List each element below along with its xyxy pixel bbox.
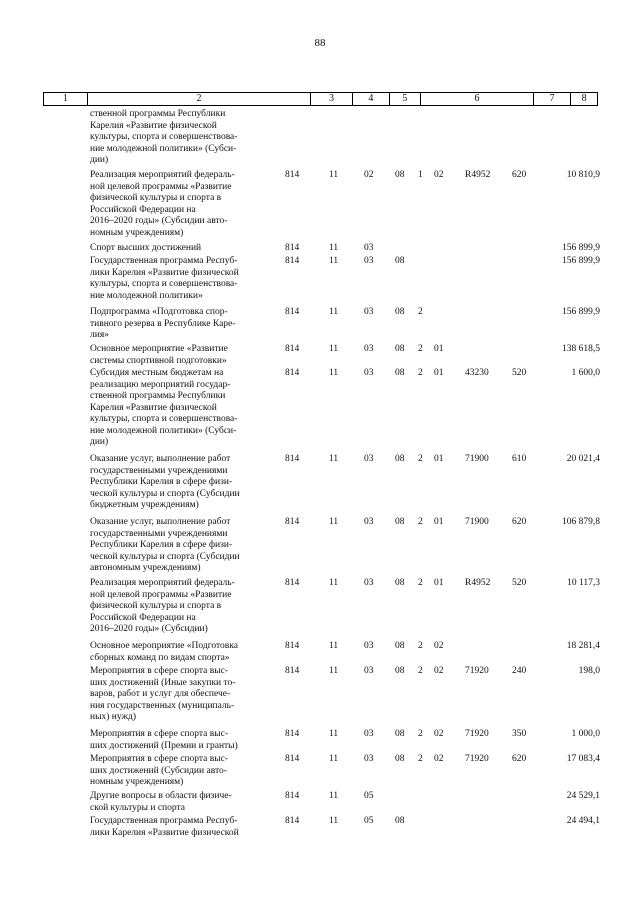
row-name: Мероприятия в сфере спорта выс- ших достижений (Субсидии авто- номным учреждениям): [90, 754, 228, 787]
cell-c3: 814: [285, 454, 300, 464]
row-name: ственной программы Республики Карелия «Развитие физической культуры, спорта и совершенствова- ние молодежной политики» (Субси- дии): [90, 109, 238, 165]
cell-c8: 198,0: [578, 666, 600, 676]
cell-c5: 05: [364, 816, 374, 826]
cell-c4: 11: [329, 578, 339, 588]
cell-c6a: 08: [395, 454, 405, 464]
cell-c6d: R4952: [465, 170, 491, 180]
cell-c8: 18 281,4: [566, 641, 600, 651]
cell-c6a: 08: [395, 816, 405, 826]
cell-c7: 520: [512, 368, 527, 378]
cell-c8: 10 810,9: [566, 170, 600, 180]
cell-c5: 03: [364, 454, 374, 464]
cell-c7: 240: [512, 666, 527, 676]
cell-c5: 03: [364, 578, 374, 588]
cell-c6d: 71920: [465, 666, 489, 676]
cell-c7: 520: [512, 578, 527, 588]
cell-c4: 11: [329, 517, 339, 527]
cell-c6a: 08: [395, 256, 405, 266]
cell-c6b: 2: [418, 578, 423, 588]
cell-c6c: 02: [434, 754, 444, 764]
cell-c3: 814: [285, 729, 300, 739]
cell-c3: 814: [285, 256, 300, 266]
cell-c4: 11: [329, 170, 339, 180]
row-name: Мероприятия в сфере спорта выс- ших достижений (Премии и гранты): [90, 729, 238, 751]
cell-c6d: 71900: [465, 454, 489, 464]
cell-c6b: 1: [418, 170, 423, 180]
cell-c5: 03: [364, 666, 374, 676]
cell-c6a: 08: [395, 170, 405, 180]
row-name: Основное мероприятие «Развитие системы спортивной подготовки»: [90, 344, 228, 366]
cell-c3: 814: [285, 170, 300, 180]
page-number: 88: [314, 37, 326, 49]
cell-c3: 814: [285, 307, 300, 317]
cell-c6b: 2: [418, 666, 423, 676]
cell-c6a: 08: [395, 368, 405, 378]
header-col-3: 3: [311, 93, 353, 105]
row-name: Оказание услуг, выполнение работ государственными учреждениями Республики Карелия в сфере физи- ческой культуры и спорта (Субсидии автономным учреждениям): [90, 517, 240, 573]
cell-c4: 11: [329, 641, 339, 651]
table-header: [43, 92, 598, 106]
cell-c3: 814: [285, 243, 300, 253]
cell-c8: 24 529,1: [566, 791, 600, 801]
cell-c5: 03: [364, 641, 374, 651]
cell-c3: 814: [285, 641, 300, 651]
cell-c3: 814: [285, 344, 300, 354]
cell-c8: 106 879,8: [562, 517, 600, 527]
cell-c3: 814: [285, 517, 300, 527]
cell-c4: 11: [329, 368, 339, 378]
cell-c5: 03: [364, 243, 374, 253]
cell-c4: 11: [329, 791, 339, 801]
cell-c8: 156 899,9: [562, 307, 600, 317]
cell-c8: 1 600,0: [571, 368, 600, 378]
cell-c4: 11: [329, 754, 339, 764]
row-name: Другие вопросы в области физиче- ской культуры и спорта: [90, 791, 232, 813]
header-col-7: 7: [534, 93, 571, 105]
row-name: Оказание услуг, выполнение работ государственными учреждениями Республики Карелия в сфере физи- ческой культуры и спорта (Субсидии бюджетным учреждениям): [90, 454, 240, 510]
row-name: Реализация мероприятий федераль- ной целевой программы «Развитие физической культуры и спорта в Российской Федерации на 2016–2020 годы» (Субсидии): [90, 578, 235, 634]
row-name: Мероприятия в сфере спорта выс- ших достижений (Иные закупки то- варов, работ и услуг для обеспече- ния государственных (муниципаль- ных) нужд): [90, 666, 236, 722]
cell-c8: 138 618,5: [562, 344, 600, 354]
cell-c4: 11: [329, 454, 339, 464]
cell-c8: 10 117,3: [567, 578, 600, 588]
cell-c6c: 01: [434, 454, 444, 464]
header-col-1: 1: [44, 93, 88, 105]
cell-c7: 350: [512, 729, 527, 739]
header-col-5: 5: [390, 93, 421, 105]
row-name: Субсидия местным бюджетам на реализацию мероприятий государ- ственной программы Республики Карелия «Развитие физической культуры, спорта и совершенствова- ние молодежной политики» (Субси- дии): [90, 368, 238, 447]
cell-c6b: 2: [418, 344, 423, 354]
header-col-8: 8: [581, 93, 587, 104]
cell-c6a: 08: [395, 578, 405, 588]
cell-c7: 620: [512, 170, 527, 180]
cell-c4: 11: [329, 243, 339, 253]
cell-c8: 24 494,1: [566, 816, 600, 826]
cell-c4: 11: [329, 256, 339, 266]
cell-c6a: 08: [395, 307, 405, 317]
cell-c5: 03: [364, 754, 374, 764]
cell-c8: 20 021,4: [566, 454, 600, 464]
cell-c5: 05: [364, 791, 374, 801]
cell-c6d: 71920: [465, 754, 489, 764]
cell-c6a: 08: [395, 754, 405, 764]
cell-c4: 11: [329, 729, 339, 739]
cell-c4: 11: [329, 307, 339, 317]
cell-c8: 17 083,4: [566, 754, 600, 764]
row-name: Подпрограмма «Подготовка спор- тивного резерва в Республике Каре- лия»: [90, 307, 236, 340]
cell-c6a: 08: [395, 729, 405, 739]
row-name: Государственная программа Респуб- лики Карелия «Развитие физической: [90, 816, 239, 838]
header-col-6: 6: [421, 93, 535, 105]
cell-c6c: 01: [434, 578, 444, 588]
cell-c3: 814: [285, 754, 300, 764]
cell-c6c: 02: [434, 729, 444, 739]
cell-c7: 620: [512, 754, 527, 764]
header-col-4: 4: [353, 93, 390, 105]
cell-c6b: 2: [418, 517, 423, 527]
cell-c7: 610: [512, 454, 527, 464]
cell-c8: 156 899,9: [562, 243, 600, 253]
cell-c6b: 2: [418, 641, 423, 651]
cell-c8: 156 899,9: [562, 256, 600, 266]
cell-c6c: 01: [434, 344, 444, 354]
row-name: Реализация мероприятий федераль- ной целевой программы «Развитие физической культуры и спорта в Российской Федерации на 2016–2020 годы» (Субсидии авто- номным учреждениям): [90, 170, 235, 238]
cell-c5: 03: [364, 368, 374, 378]
row-name: Спорт высших достижений: [90, 243, 202, 253]
cell-c6a: 08: [395, 641, 405, 651]
cell-c3: 814: [285, 578, 300, 588]
cell-c4: 11: [329, 816, 339, 826]
cell-c3: 814: [285, 666, 300, 676]
cell-c4: 11: [329, 344, 339, 354]
cell-c6c: 01: [434, 517, 444, 527]
cell-c6c: 02: [434, 666, 444, 676]
cell-c3: 814: [285, 368, 300, 378]
cell-c6a: 08: [395, 517, 405, 527]
cell-c3: 814: [285, 791, 300, 801]
cell-c8: 1 000,0: [571, 729, 600, 739]
cell-c3: 814: [285, 816, 300, 826]
cell-c5: 03: [364, 729, 374, 739]
cell-c6a: 08: [395, 344, 405, 354]
cell-c6b: 2: [418, 307, 423, 317]
cell-c5: 03: [364, 517, 374, 527]
cell-c5: 03: [364, 307, 374, 317]
cell-c7: 620: [512, 517, 527, 527]
cell-c4: 11: [329, 666, 339, 676]
cell-c6a: 08: [395, 666, 405, 676]
row-name: Государственная программа Респуб- лики Карелия «Развитие физической культуры, спорта и совершенствова- ние молодежной политики»: [90, 256, 239, 301]
cell-c6b: 2: [418, 729, 423, 739]
cell-c6c: 02: [434, 170, 444, 180]
header-col-2: 2: [88, 93, 311, 105]
cell-c6b: 2: [418, 454, 423, 464]
cell-c6d: 43230: [465, 368, 489, 378]
cell-c5: 02: [364, 170, 374, 180]
cell-c6b: 2: [418, 754, 423, 764]
row-name: Основное мероприятие «Подготовка сборных команд по видам спорта»: [90, 641, 238, 663]
cell-c6d: 71900: [465, 517, 489, 527]
cell-c6d: R4952: [465, 578, 491, 588]
cell-c6d: 71920: [465, 729, 489, 739]
cell-c6b: 2: [418, 368, 423, 378]
cell-c6c: 02: [434, 641, 444, 651]
cell-c5: 03: [364, 256, 374, 266]
cell-c5: 03: [364, 344, 374, 354]
cell-c6c: 01: [434, 368, 444, 378]
